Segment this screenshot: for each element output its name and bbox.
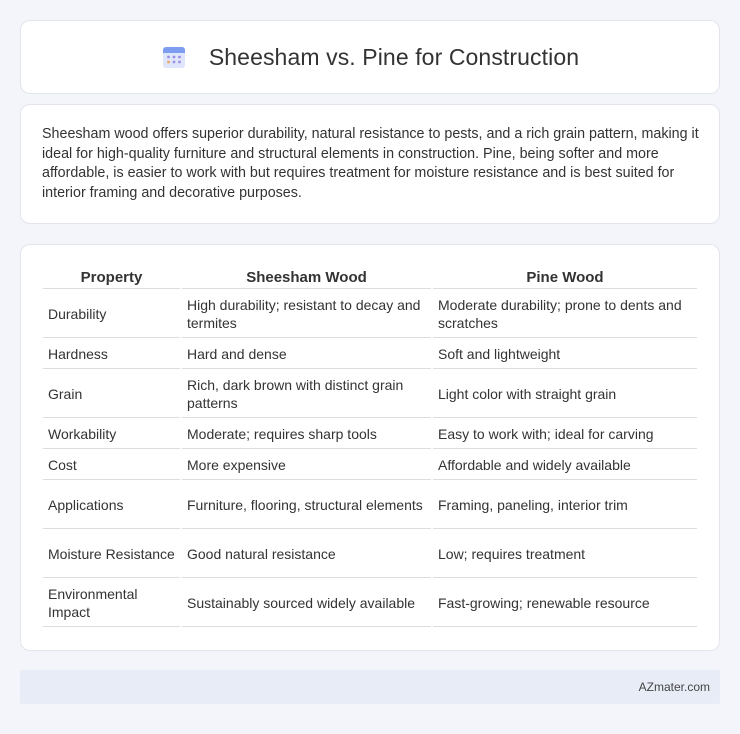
pine-cell: Fast-growing; renewable resource	[433, 580, 697, 627]
table-row	[43, 371, 697, 418]
sheesham-cell: Sustainably sourced widely available	[182, 580, 431, 627]
calendar-icon	[161, 44, 187, 70]
table-row	[43, 531, 697, 578]
table-row	[43, 291, 697, 338]
intro-card	[20, 104, 720, 224]
property-cell: Environmental Impact	[43, 580, 180, 627]
column-header-pine: Pine Wood	[433, 269, 697, 289]
comparison-table-card	[20, 244, 720, 651]
pine-cell: Moderate durability; prone to dents and scratches	[433, 291, 697, 338]
sheesham-cell: High durability; resistant to decay and termites	[182, 291, 431, 338]
property-cell: Grain	[43, 371, 180, 418]
property-cell: Moisture Resistance	[43, 531, 180, 578]
pine-cell: Easy to work with; ideal for carving	[433, 420, 697, 449]
sheesham-cell: Furniture, flooring, structural elements	[182, 482, 431, 529]
property-cell: Hardness	[43, 340, 180, 369]
sheesham-cell: Good natural resistance	[182, 531, 431, 578]
table-row	[43, 482, 697, 529]
sheesham-cell: More expensive	[182, 451, 431, 480]
pine-cell: Low; requires treatment	[433, 531, 697, 578]
pine-cell: Soft and lightweight	[433, 340, 697, 369]
footer-brand: AZmater.com	[638, 680, 710, 694]
table-row	[43, 420, 697, 449]
page-title: Sheesham vs. Pine for Construction	[208, 43, 580, 70]
column-header-property: Property	[43, 269, 180, 289]
property-cell: Workability	[43, 420, 180, 449]
title-card	[20, 20, 720, 94]
table-row	[43, 451, 697, 480]
sheesham-cell: Hard and dense	[182, 340, 431, 369]
table-row	[43, 580, 697, 627]
pine-cell: Framing, paneling, interior trim	[433, 482, 697, 529]
table-row	[43, 340, 697, 369]
sheesham-cell: Rich, dark brown with distinct grain patterns	[182, 371, 431, 418]
property-cell: Durability	[43, 291, 180, 338]
pine-cell: Light color with straight grain	[433, 371, 697, 418]
sheesham-cell: Moderate; requires sharp tools	[182, 420, 431, 449]
comparison-table	[41, 267, 699, 629]
table-header-row	[43, 269, 697, 289]
pine-cell: Affordable and widely available	[433, 451, 697, 480]
property-cell: Applications	[43, 482, 180, 529]
footer	[20, 670, 720, 704]
intro-text: Sheesham wood offers superior durability, natural resistance to pests, and a rich grain pattern, making it ideal for high-quality furniture and structural elements in construction. Pine, being softer and more affordable, is easier to work with but requires treatment for moisture resistance and is best suited for interior framing and decorative purposes.	[42, 126, 699, 201]
column-header-sheesham: Sheesham Wood	[182, 269, 431, 289]
property-cell: Cost	[43, 451, 180, 480]
